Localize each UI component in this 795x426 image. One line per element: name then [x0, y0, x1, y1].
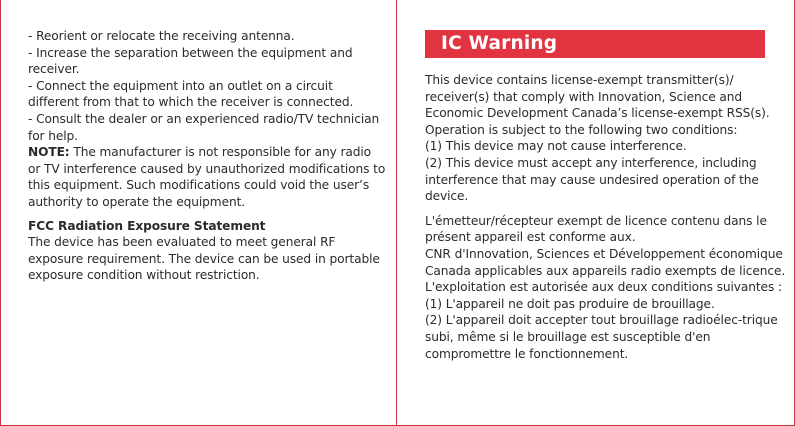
ic-english-statement: This device contains license-exempt transmitter(s)/ receiver(s) that comply with Innovation, Science and Economic Development Canada’s license-exempt RSS(s). — [425, 73, 770, 121]
ic-english-condition-1: (1) This device may not cause interference. — [425, 139, 687, 154]
note-label: NOTE: — [28, 145, 70, 160]
note-text: The manufacturer is not responsible for any radio or TV interference caused by unauthorized modifications to this equipment. Such modifications could void the user’s authority to operate the equipment. — [28, 145, 386, 209]
ic-french-cnr: CNR d'Innovation, Sciences et Développement économique Canada applicables aux appareils radio exempts de licence. L'exploitation est autorisée aux deux conditions suivantes : — [425, 246, 786, 295]
ic-french-statement: L'émetteur/récepteur exempt de licence contenu dans le présent appareil est conforme aux. — [425, 213, 767, 245]
bullet-outlet: - Connect the equipment into an outlet on a circuit different from that to which the receiver is connected. — [28, 78, 354, 110]
note-paragraph — [28, 144, 386, 210]
fcc-text: The device has been evaluated to meet general RF exposure requirement. The device can be used in portable exposure condition without restriction. — [28, 235, 380, 283]
fcc-heading: FCC Radiation Exposure Statement — [28, 218, 266, 233]
ic-french-condition-1: (1) L'appareil ne doit pas produire de brouillage. — [425, 296, 715, 311]
ic-english-condition-2: (2) This device must accept any interference, including interference that may cause undesired operation of the device. — [425, 155, 759, 204]
bullet-reorient: - Reorient or relocate the receiving antenna. — [28, 29, 295, 43]
bullet-separation: - Increase the separation between the equipment and receiver. — [28, 45, 353, 77]
ic-warning-banner: IC Warning — [425, 30, 765, 58]
ic-french-condition-2: (2) L'appareil doit accepter tout brouillage radioélec-trique subi, même si le brouillage est susceptible d'en compromettre le fonctionnement. — [425, 313, 778, 361]
bullet-consult: - Consult the dealer or an experienced radio/TV technician for help. — [28, 111, 380, 143]
right-page — [397, 0, 795, 426]
left-page — [0, 0, 397, 426]
ic-english-conditions: Operation is subject to the following two conditions: — [425, 122, 738, 137]
